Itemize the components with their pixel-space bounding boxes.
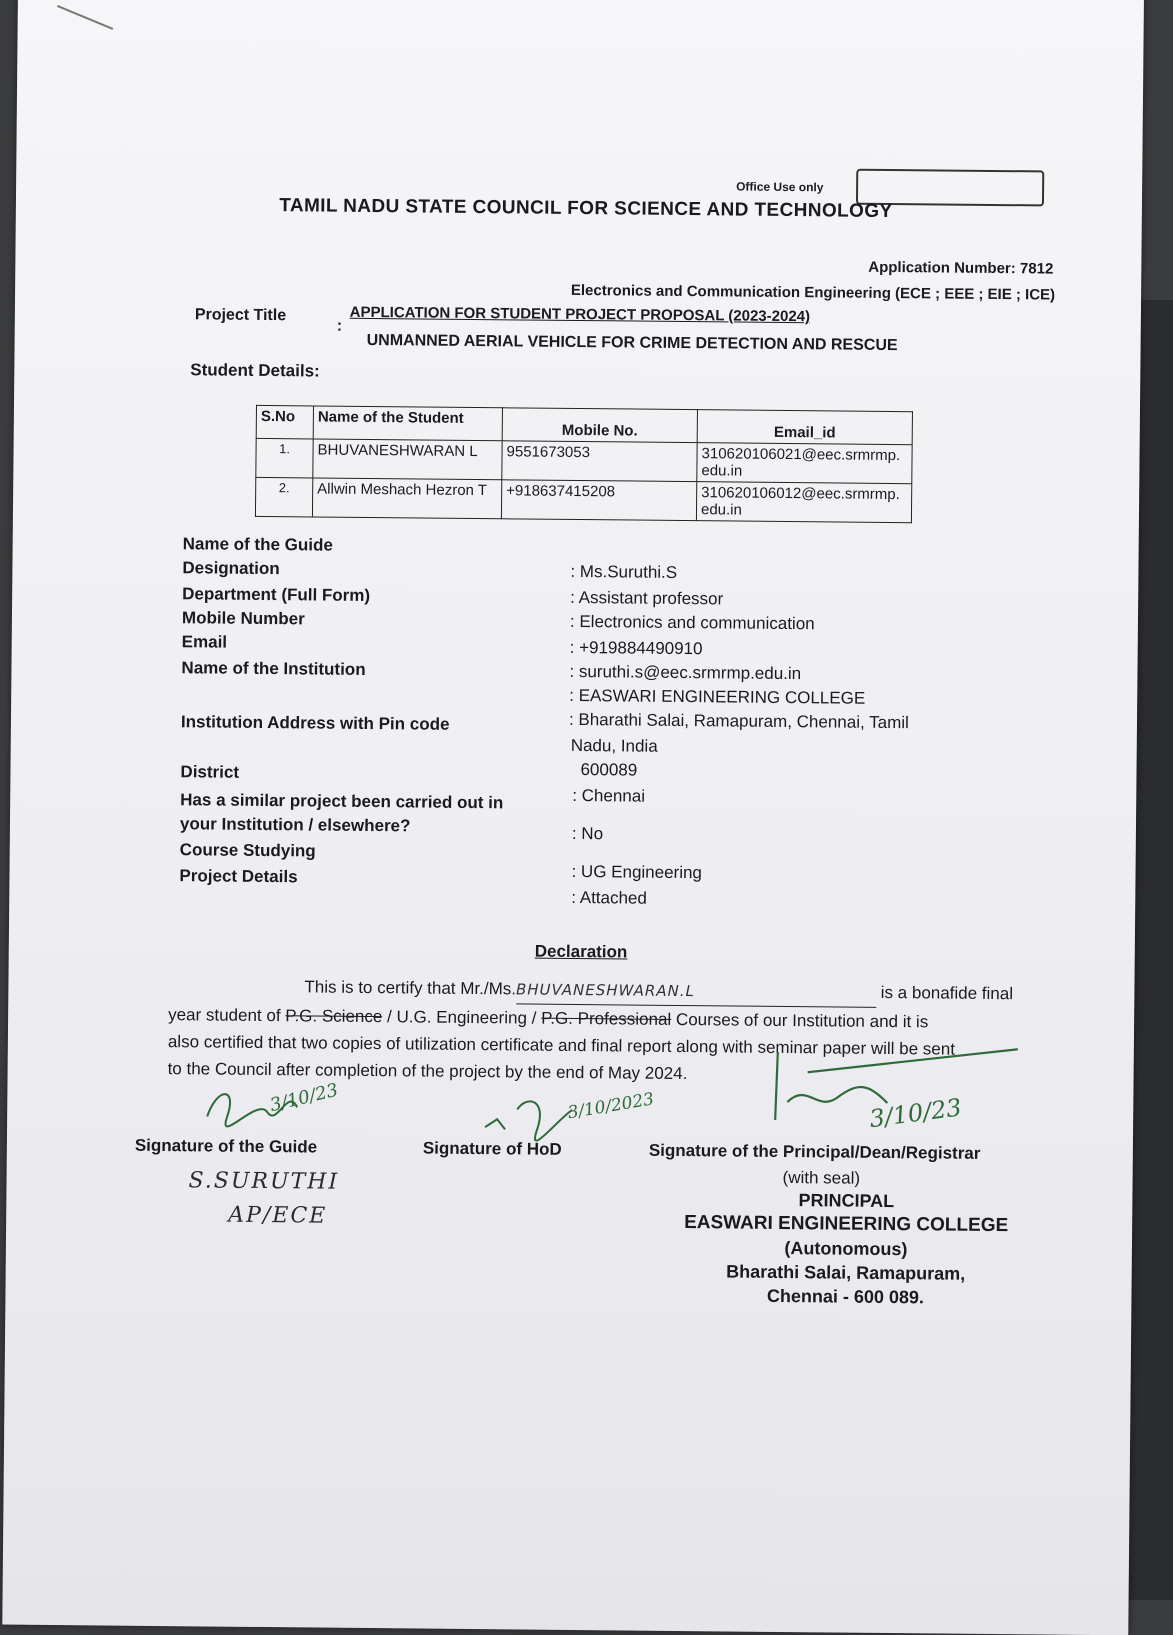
guide-details bbox=[179, 534, 1083, 943]
guide-signature-label: Signature of the Guide bbox=[134, 1135, 318, 1157]
field-value: 600089 bbox=[580, 760, 638, 780]
table-row bbox=[255, 477, 911, 522]
decl-pg-professional: P.G. Professional bbox=[541, 1008, 672, 1029]
field-value: : Electronics and communication bbox=[569, 611, 815, 634]
field-label: Email bbox=[181, 632, 228, 652]
field-label: Name of the Institution bbox=[181, 658, 366, 679]
field-value: Nadu, India bbox=[570, 735, 658, 756]
department-line: Electronics and Communication Engineering (ECE ; EEE ; EIE ; ICE) bbox=[570, 281, 1056, 304]
field-label: District bbox=[180, 762, 240, 782]
decl-text-d: / U.G. Engineering / bbox=[387, 1007, 537, 1028]
field-value: : Ms.Suruthi.S bbox=[570, 561, 678, 582]
cell-sno: 2. bbox=[255, 477, 312, 517]
header-name: Name of the Student bbox=[313, 406, 502, 441]
hod-signature-date: 3/10/2023 bbox=[566, 1089, 656, 1124]
decl-text-g: to the Council after completion of the project by the end of May 2024. bbox=[167, 1059, 688, 1084]
field-label: Project Details bbox=[179, 866, 298, 887]
field-value: : No bbox=[571, 823, 604, 844]
document-page bbox=[2, 0, 1144, 1635]
council-title: TAMIL NADU STATE COUNCIL FOR SCIENCE AND TECHNOLOGY bbox=[279, 195, 893, 223]
field-label: Has a similar project been carried out in bbox=[180, 790, 504, 813]
student-table bbox=[255, 405, 913, 523]
decl-pg-science: P.G. Science bbox=[285, 1006, 383, 1027]
field-value: : EASWARI ENGINEERING COLLEGE bbox=[569, 685, 866, 708]
stamp-line: EASWARI ENGINEERING COLLEGE bbox=[684, 1212, 1009, 1237]
field-label: Institution Address with Pin code bbox=[180, 712, 450, 734]
cell-sno: 1. bbox=[256, 438, 313, 478]
application-title: APPLICATION FOR STUDENT PROJECT PROPOSAL (2023-2024) bbox=[349, 303, 811, 326]
cell-name: Allwin Meshach Hezron T bbox=[312, 478, 501, 519]
header-email: Email_id bbox=[697, 410, 912, 445]
decl-text-f: also certified that two copies of utilization certificate and final report along with seminar paper will be sent bbox=[167, 1032, 956, 1059]
field-value: : Attached bbox=[571, 887, 648, 908]
field-label: Name of the Guide bbox=[182, 534, 333, 555]
guide-name-handwritten: S.SURUTHI bbox=[188, 1168, 340, 1195]
guide-designation-handwritten: AP/ECE bbox=[228, 1202, 328, 1229]
project-title-colon: : bbox=[336, 317, 343, 335]
field-value: : Chennai bbox=[572, 785, 646, 806]
principal-stamp bbox=[665, 1187, 1026, 1310]
paper-crease bbox=[57, 5, 113, 30]
field-label: Department (Full Form) bbox=[182, 584, 371, 606]
header-sno: S.No bbox=[256, 405, 313, 439]
application-number: Application Number: 7812 bbox=[868, 258, 1054, 278]
field-value: : UG Engineering bbox=[571, 861, 703, 883]
stamp-line: PRINCIPAL bbox=[798, 1190, 895, 1212]
field-value: : suruthi.s@eec.srmrmp.edu.in bbox=[569, 661, 802, 684]
declaration-heading: Declaration bbox=[534, 941, 628, 962]
stamp-line: Chennai - 600 089. bbox=[766, 1285, 925, 1308]
guide-signature-date: 3/10/23 bbox=[267, 1079, 341, 1117]
project-title-value: UNMANNED AERIAL VEHICLE FOR CRIME DETECTION AND RESCUE bbox=[366, 331, 898, 355]
field-label: Mobile Number bbox=[181, 608, 305, 629]
principal-signature-date: 3/10/23 bbox=[867, 1093, 964, 1134]
field-value: : Assistant professor bbox=[570, 587, 724, 609]
project-title-label: Project Title bbox=[194, 306, 287, 325]
cell-name: BHUVANESHWARAN L bbox=[313, 439, 502, 480]
office-use-label: Office Use only bbox=[736, 179, 824, 195]
header-mobile: Mobile No. bbox=[502, 408, 697, 443]
hod-signature-label: Signature of HoD bbox=[422, 1138, 562, 1159]
stamp-line: Bharathi Salai, Ramapuram, bbox=[726, 1261, 966, 1284]
field-label: Designation bbox=[182, 558, 280, 579]
decl-text-a: This is to certify that Mr./Ms. bbox=[304, 977, 517, 999]
cell-mobile: 9551673053 bbox=[502, 441, 697, 482]
stamp-line: (Autonomous) bbox=[784, 1238, 908, 1260]
table-row bbox=[256, 438, 912, 483]
cell-mobile: +918637415208 bbox=[501, 480, 696, 521]
field-label: Course Studying bbox=[179, 840, 316, 861]
cell-email: 310620106012@eec.srmrmp.edu.in bbox=[696, 482, 911, 523]
field-value: : +919884490910 bbox=[569, 637, 703, 659]
student-name-fill: BHUVANESHWARAN.L bbox=[516, 976, 876, 1007]
with-seal-label: (with seal) bbox=[782, 1167, 861, 1188]
cell-email: 310620106021@eec.srmrmp.edu.in bbox=[697, 443, 912, 484]
decl-text-b: is a bonafide final bbox=[880, 982, 1014, 1004]
student-details-label: Student Details: bbox=[190, 360, 320, 381]
field-label: your Institution / elsewhere? bbox=[179, 814, 411, 836]
decl-text-c: year student of bbox=[168, 1005, 281, 1026]
principal-signature-label: Signature of the Principal/Dean/Registrar bbox=[648, 1140, 981, 1163]
field-value: : Bharathi Salai, Ramapuram, Chennai, Tamil bbox=[568, 709, 909, 733]
decl-text-e: Courses of our Institution and it is bbox=[675, 1009, 929, 1032]
